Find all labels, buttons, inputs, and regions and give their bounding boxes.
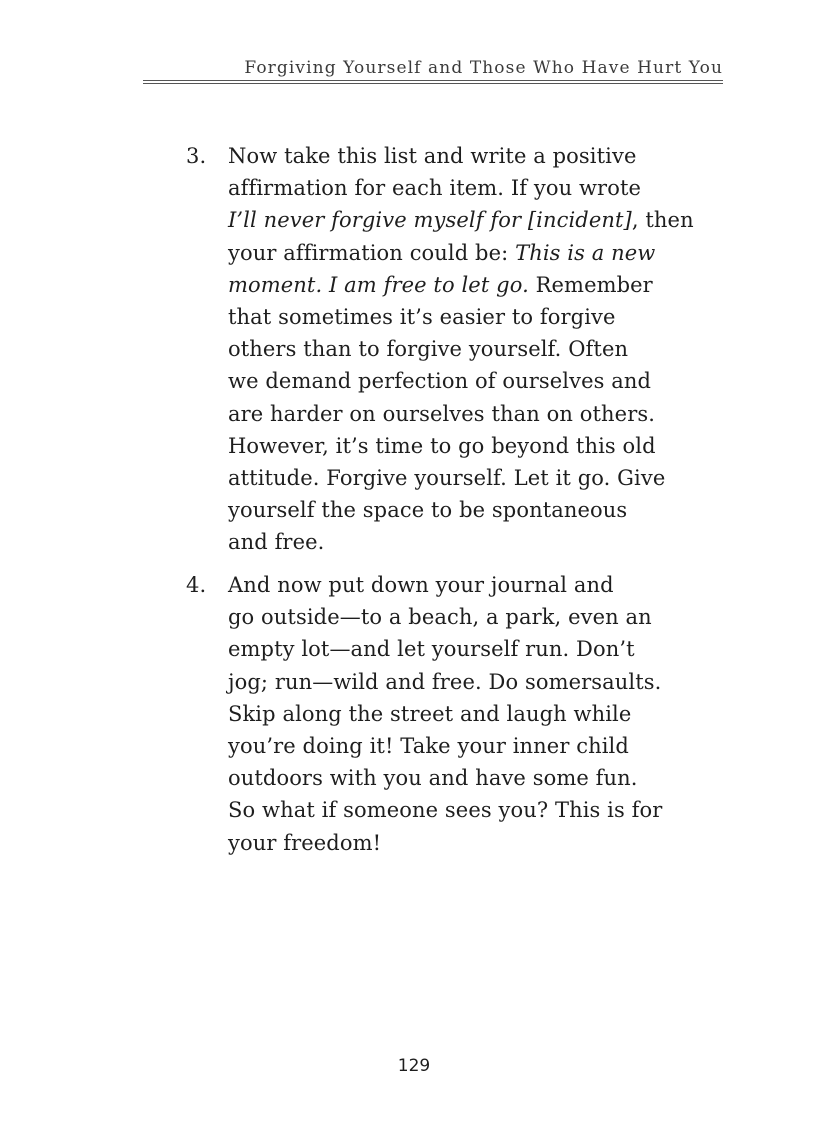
text-line: others than to forgive yourself. Often (228, 337, 629, 362)
header-rule-top (143, 80, 723, 81)
text-line: Now take this list and write a positive (228, 144, 637, 168)
text-line: So what if someone sees you? This is for (228, 798, 663, 823)
text-line: you’re doing it! Take your inner child (228, 734, 629, 759)
italic-phrase: This is a new (515, 240, 656, 265)
list-item-number: 4. (186, 573, 207, 597)
page-number: 129 (397, 1056, 431, 1076)
list-item-3 (186, 140, 694, 559)
header-rule-bottom (143, 83, 723, 84)
text-line: affirmation for each item. If you wrote (228, 176, 642, 201)
text-line: Skip along the street and laugh while (228, 701, 632, 726)
text-run: Remember (528, 272, 653, 297)
text-line: And now put down your journal and (228, 573, 614, 597)
text-line (228, 269, 686, 301)
text-line (228, 204, 694, 236)
text-line: outdoors with you and have some fun. (228, 766, 638, 791)
running-head: Forgiving Yourself and Those Who Have Hurt You (244, 58, 723, 78)
text-line: go outside—to a beach, a park, even an (228, 605, 652, 630)
text-line: However, it’s time to go beyond this old (228, 433, 656, 458)
text-line (228, 237, 686, 269)
text-line: we demand perfection of ourselves and (228, 369, 652, 394)
text-line: that sometimes it’s easier to forgive (228, 305, 616, 330)
text-run: your affirmation could be: (228, 240, 516, 265)
list-item-4 (186, 569, 686, 859)
text-line: yourself the space to be spontaneous (228, 498, 628, 523)
text-line: empty lot—and let yourself run. Don’t (228, 637, 635, 662)
italic-phrase: moment. I am free to let go. (228, 272, 529, 297)
list-item-text (228, 140, 694, 559)
text-run: , then (631, 208, 694, 233)
list-item-text (228, 569, 686, 859)
text-line: attitude. Forgive yourself. Let it go. Give (228, 466, 666, 491)
text-line: are harder on ourselves than on others. (228, 401, 655, 426)
text-line: your freedom! (228, 830, 382, 855)
text-line: and free. (228, 530, 325, 555)
text-line: jog; run—wild and free. Do somersaults. (228, 669, 662, 694)
italic-phrase: I’ll never forgive myself for [incident] (228, 208, 632, 233)
list-item-number: 3. (186, 144, 207, 168)
